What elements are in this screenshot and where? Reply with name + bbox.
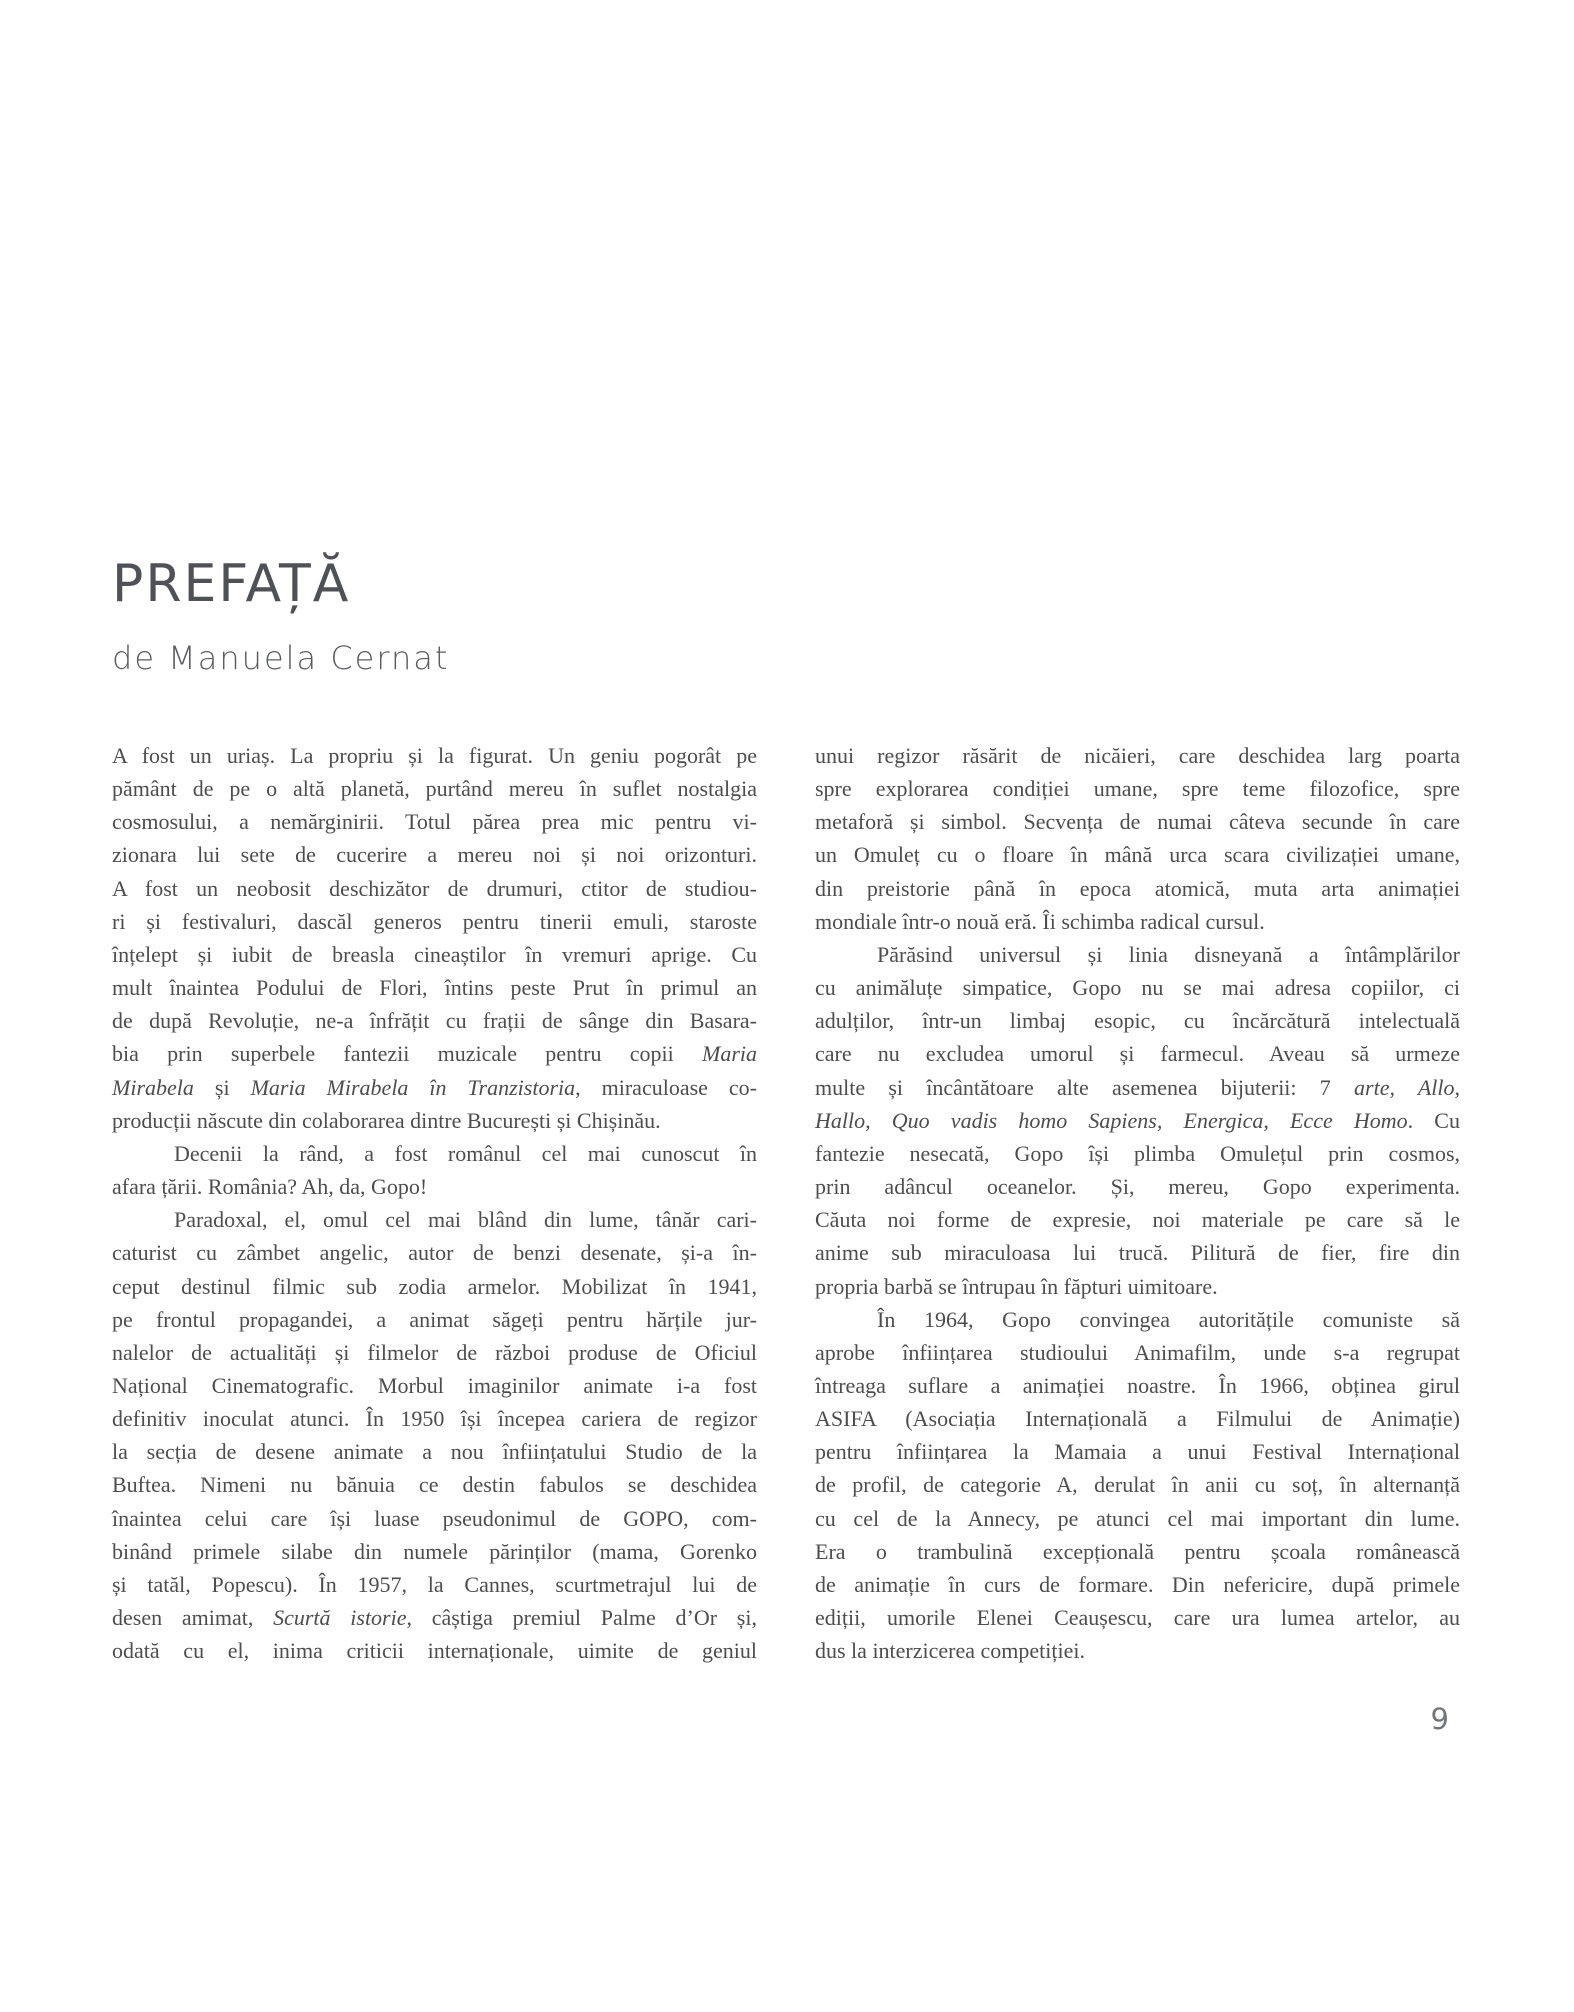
text-column-right: [815, 739, 1460, 1667]
text-line: afara țării. România? Ah, da, Gopo!: [112, 1174, 428, 1200]
text-line: bia prin superbele fantezii muzicale pentru copii Maria: [112, 1041, 757, 1067]
text-line: propria barbă se întrupau în făpturi uimitoare.: [815, 1273, 1218, 1299]
text-line: un Omuleț cu o floare în mână urca scara civilizației umane,: [815, 842, 1460, 868]
text-line: din preistorie până în epoca atomică, muta arta animației: [815, 875, 1460, 901]
text-line: Buftea. Nimeni nu bănuia ce destin fabulos se deschidea: [112, 1472, 757, 1498]
text-line: întreaga suflare a animației noastre. În 1966, obținea girul: [815, 1372, 1460, 1398]
text-line: înțelept și iubit de breasla cineaștilor în vremuri aprige. Cu: [112, 941, 757, 967]
text-line: odată cu el, inima criticii internaționale, uimite de geniul: [112, 1638, 757, 1664]
text-line: zionara lui sete de cucerire a mereu noi și noi orizonturi.: [112, 842, 757, 868]
text-line: ceput destinul filmic sub zodia armelor. Mobilizat în 1941,: [112, 1273, 757, 1299]
text-line: mondiale într-o nouă eră. Îi schimba radical cursul.: [815, 908, 1265, 934]
text-line: adulților, într-un limbaj esopic, cu încărcătură intelectuală: [815, 1008, 1460, 1034]
text-line: cu cel de la Annecy, pe atunci cel mai important din lume.: [815, 1505, 1460, 1531]
text-line: În 1964, Gopo convingea autoritățile comuniste să: [877, 1306, 1460, 1332]
text-line: multe și încântătoare alte asemenea bijuterii: 7 arte, Allo,: [815, 1074, 1460, 1100]
text-line: prin adâncul oceanelor. Și, mereu, Gopo experimenta.: [815, 1174, 1460, 1200]
italic-title-text: Scurtă istorie: [273, 1605, 407, 1631]
text-line: A fost un uriaș. La propriu și la figurat. Un geniu pogorât pe: [112, 743, 757, 768]
text-line: binând primele silabe din numele părinților (mama, Gorenko: [112, 1538, 757, 1564]
text-line: pentru înființarea la Mamaia a unui Festival Internațional: [815, 1439, 1460, 1465]
text-line: anime sub miraculoasa lui trucă. Pilitură de fier, fire din: [815, 1240, 1460, 1266]
text-line: fantezie nesecată, Gopo își plimba Omulețul prin cosmos,: [815, 1140, 1460, 1166]
text-line: de profil, de categorie A, derulat în anii cu soț, în alternanță: [815, 1472, 1460, 1498]
text-line: mult înaintea Podului de Flori, întins peste Prut în primul an: [112, 975, 757, 1001]
text-line: nalelor de actualități și filmelor de război produse de Oficiul: [112, 1339, 757, 1365]
text-line: pe frontul propagandei, a animat săgeți pentru hărțile jur-: [112, 1306, 757, 1332]
text-line: unui regizor răsărit de nicăieri, care deschidea larg poarta: [815, 743, 1460, 768]
italic-title-text: Hallo, Quo vadis homo Sapiens, Energica, Ecce Homo: [815, 1107, 1408, 1133]
text-line: Era o trambulină excepțională pentru școala românească: [815, 1538, 1460, 1564]
italic-title-text: arte, Allo,: [1354, 1074, 1460, 1100]
text-line: de după Revoluție, ne-a înfrățit cu frații de sânge din Basara-: [112, 1008, 757, 1034]
text-line: ASIFA (Asociația Internațională a Filmului de Animație): [815, 1406, 1460, 1432]
text-line: Căuta noi forme de expresie, noi materiale pe care să le: [815, 1207, 1460, 1233]
two-column-text-block: [112, 739, 1460, 1667]
text-line: producții născute din colaborarea dintre București și Chișinău.: [112, 1107, 661, 1133]
text-line: Paradoxal, el, omul cel mai blând din lume, tânăr cari-: [174, 1207, 757, 1233]
text-line: Decenii la rând, a fost românul cel mai cunoscut în: [174, 1140, 757, 1166]
text-line: Mirabela și Maria Mirabela în Tranzistoria, miraculoase co-: [112, 1074, 758, 1100]
text-line: desen amimat, Scurtă istorie, câștiga premiul Palme d’Or și,: [112, 1605, 757, 1631]
chapter-header: [112, 554, 351, 614]
page-title: PREFAȚĂ: [112, 554, 351, 614]
text-line: definitiv inoculat atunci. În 1950 își începea cariera de regizor: [112, 1406, 757, 1432]
text-line: și tatăl, Popescu). În 1957, la Cannes, scurtmetrajul lui de: [112, 1571, 757, 1597]
italic-title-text: Mirabela: [112, 1074, 194, 1100]
text-column-left: [112, 739, 757, 1667]
text-line: Hallo, Quo vadis homo Sapiens, Energica, Ecce Homo. Cu: [815, 1107, 1460, 1133]
text-line: pământ de pe o altă planetă, purtând mereu în suflet nostalgia: [112, 776, 757, 802]
text-line: Părăsind universul și linia disneyană a întâmplărilor: [877, 941, 1460, 967]
text-line: care nu excludea umorul și farmecul. Aveau să urmeze: [815, 1041, 1460, 1067]
italic-title-text: Maria: [702, 1041, 757, 1067]
italic-title-text: Maria Mirabela în Tranzistoria: [250, 1074, 576, 1100]
text-line: dus la interzicerea competiției.: [815, 1638, 1085, 1664]
text-line: Național Cinematografic. Morbul imaginilor animate i-a fost: [112, 1372, 757, 1398]
text-line: spre explorarea condiției umane, spre teme filozofice, spre: [815, 776, 1460, 802]
page-number: 9: [1430, 1702, 1450, 1736]
text-line: caturist cu zâmbet angelic, autor de benzi desenate, și-a în-: [112, 1240, 757, 1266]
text-line: ediții, umorile Elenei Ceaușescu, care ura lumea artelor, au: [815, 1605, 1460, 1631]
text-line: ri și festivaluri, dascăl generos pentru tinerii emuli, staroste: [112, 908, 757, 934]
text-line: A fost un neobosit deschizător de drumuri, ctitor de studiou-: [112, 875, 757, 901]
text-line: înaintea celui care își luase pseudonimul de GOPO, com-: [112, 1505, 757, 1531]
author-byline: de Manuela Cernat: [112, 639, 450, 677]
text-line: de animație în curs de formare. Din nefericire, după primele: [815, 1571, 1460, 1597]
text-line: la secția de desene animate a nou înființatului Studio de la: [112, 1439, 757, 1465]
text-line: cu animăluțe simpatice, Gopo nu se mai adresa copiilor, ci: [815, 975, 1460, 1001]
text-line: aprobe înființarea studioului Animafilm, unde s-a regrupat: [815, 1339, 1460, 1365]
text-line: cosmosului, a nemărginirii. Totul părea prea mic pentru vi-: [112, 809, 757, 835]
text-line: metaforă și simbol. Secvența de numai câteva secunde în care: [815, 809, 1460, 835]
